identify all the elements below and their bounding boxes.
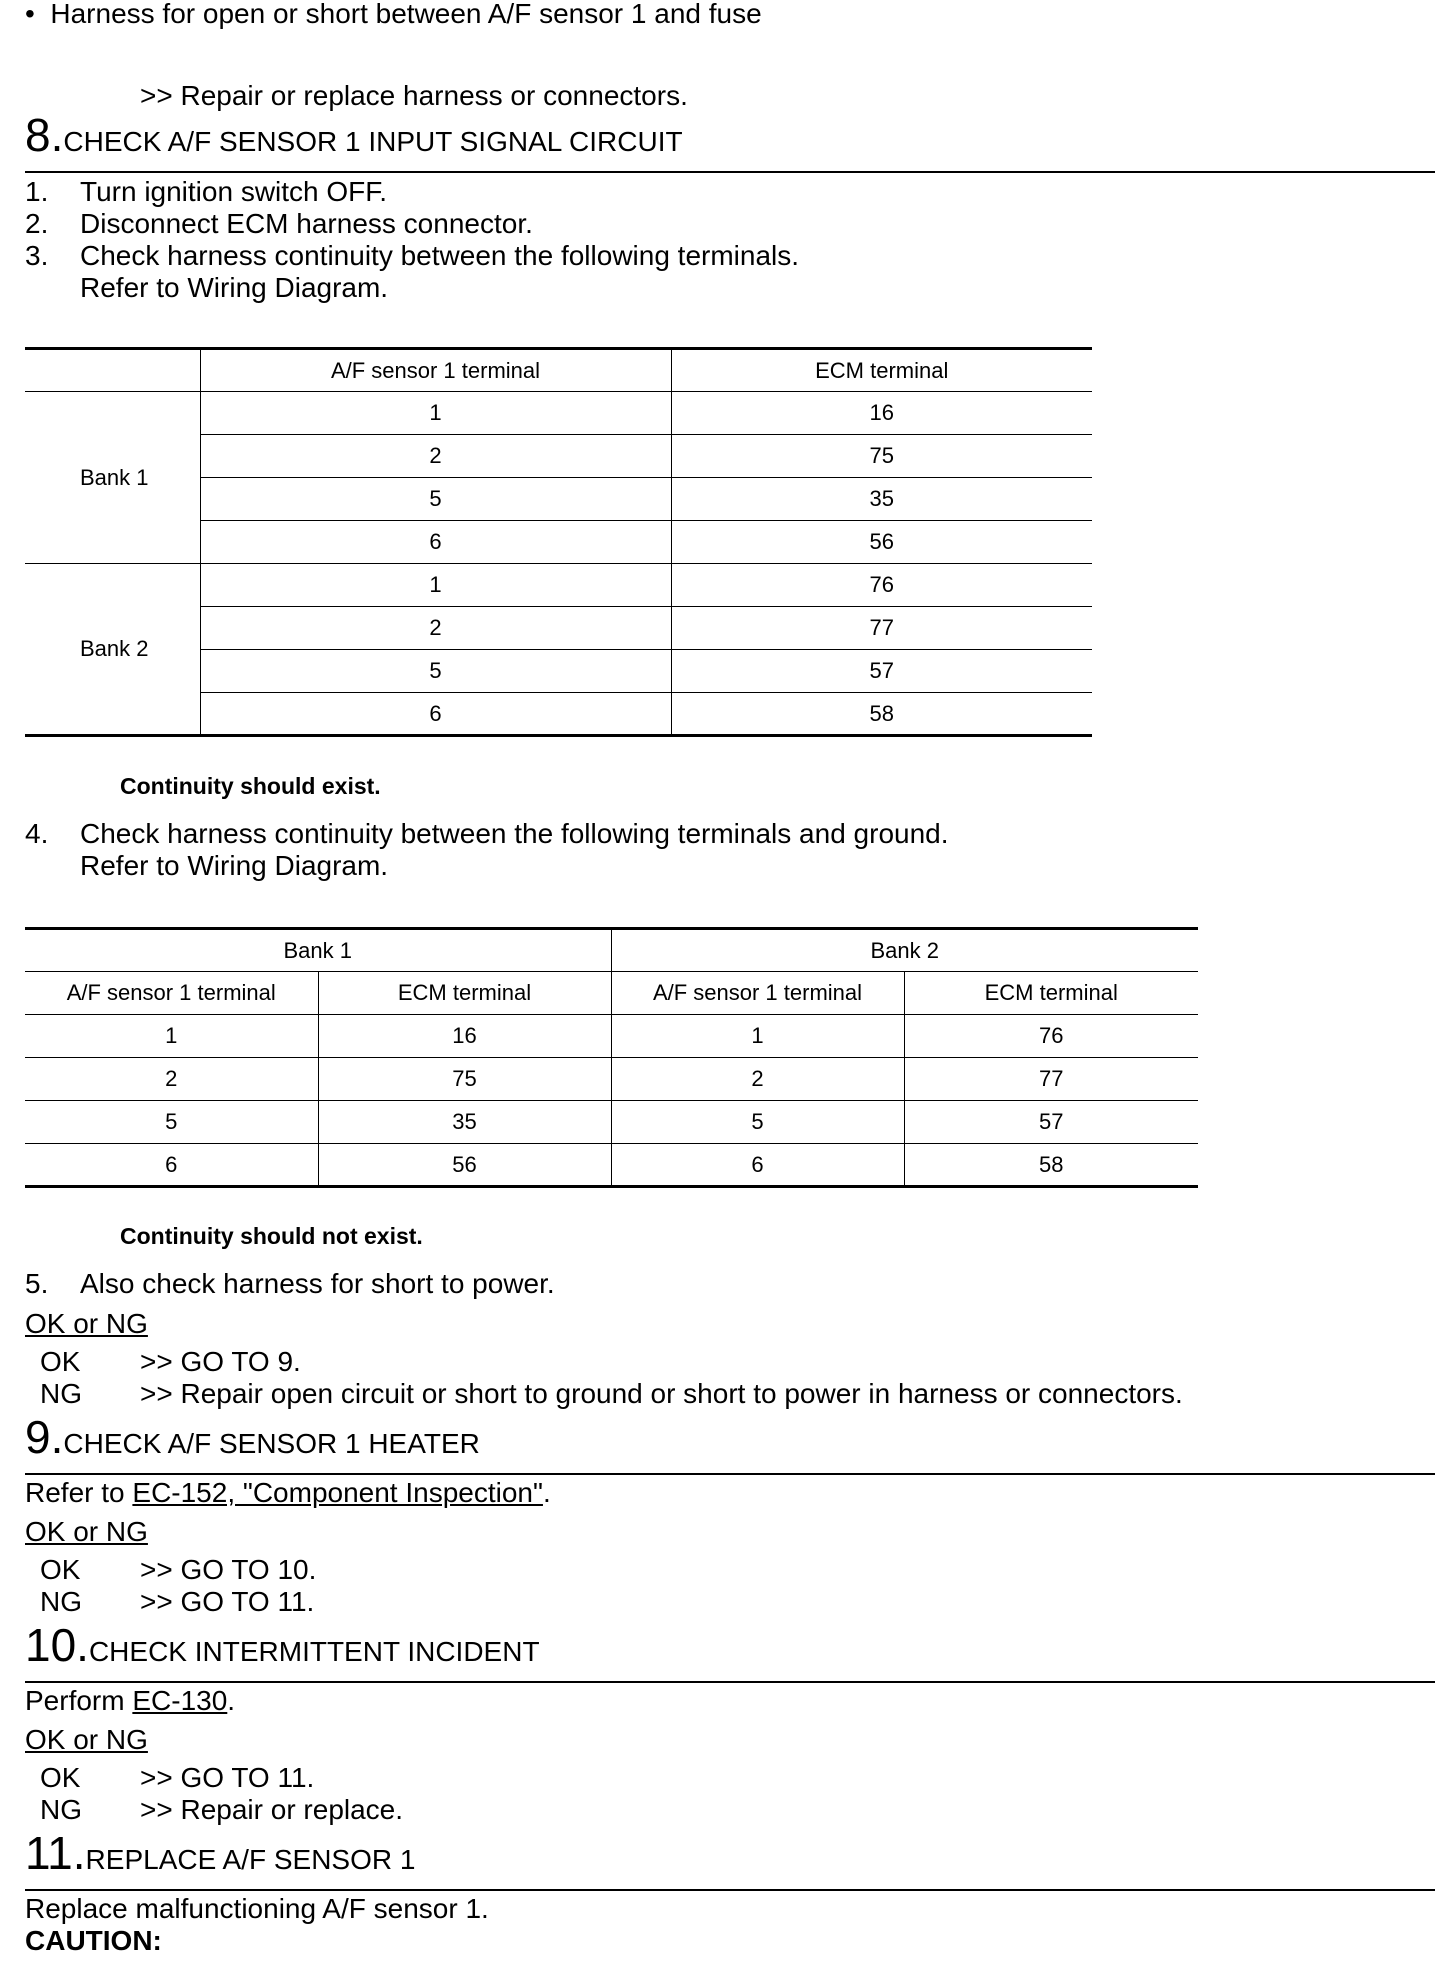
table-row (25, 564, 1092, 607)
table-cell: 1 (25, 1015, 318, 1058)
table-cell: 75 (671, 435, 1092, 478)
ground-continuity-table (25, 927, 1198, 1188)
step-10-rule (25, 1681, 1435, 1683)
table-cell: 1 (200, 392, 671, 435)
ok-or-ng-label: OK or NG (25, 1516, 148, 1547)
bank-label: Bank 1 (25, 392, 200, 564)
table-cell: 35 (671, 478, 1092, 521)
ok-action: >> GO TO 10. (140, 1554, 317, 1585)
table-cell: 77 (671, 607, 1092, 650)
step-8-title: CHECK A/F SENSOR 1 INPUT SIGNAL CIRCUIT (63, 126, 683, 157)
table-row (25, 1015, 1198, 1058)
step-8-item-4 (25, 818, 949, 850)
table-cell: 2 (25, 1058, 318, 1101)
step-10-perform (25, 1685, 235, 1717)
item-number: 1. (25, 176, 49, 207)
table-cell: 16 (318, 1015, 611, 1058)
table-cell: 58 (904, 1144, 1198, 1187)
table-header-row (25, 929, 1198, 972)
step-10-number: 10. (25, 1619, 89, 1671)
bank-header: Bank 2 (611, 929, 1198, 972)
table-header-cell: A/F sensor 1 terminal (25, 972, 318, 1015)
step-11-title: REPLACE A/F SENSOR 1 (85, 1844, 416, 1875)
ng-action: >> Repair or replace. (140, 1794, 404, 1825)
item-text: Disconnect ECM harness connector. (80, 208, 533, 239)
ng-label: NG (40, 1794, 82, 1825)
table-cell: 57 (904, 1101, 1198, 1144)
ng-label: NG (40, 1586, 82, 1617)
item-text: Check harness continuity between the following terminals and ground. (80, 818, 949, 849)
step-10-heading (25, 1619, 540, 1671)
ok-result (40, 1762, 314, 1794)
step-11-heading (25, 1827, 416, 1879)
table-cell: 6 (200, 693, 671, 736)
item-text: Also check harness for short to power. (80, 1268, 555, 1299)
refer-prefix: Refer to (25, 1477, 133, 1508)
step-8-rule (25, 171, 1435, 173)
intro-action: >> Repair or replace harness or connectors. (140, 80, 688, 111)
table-cell: 5 (200, 478, 671, 521)
table-row (25, 1101, 1198, 1144)
ng-label: NG (40, 1378, 82, 1409)
bank-header: Bank 1 (25, 929, 611, 972)
intro-bullet-item (25, 0, 762, 30)
table-cell: 56 (318, 1144, 611, 1187)
table-row (25, 1144, 1198, 1187)
ok-result (40, 1346, 301, 1378)
table-cell: 5 (611, 1101, 904, 1144)
step-8-item-2 (25, 208, 533, 240)
ng-result (40, 1794, 403, 1826)
step-9-number: 9. (25, 1411, 64, 1463)
bank-label: Bank 2 (25, 564, 200, 736)
item-text: Turn ignition switch OFF. (80, 176, 388, 207)
table-cell: 56 (671, 521, 1092, 564)
table-row (25, 392, 1092, 435)
ng-result (40, 1586, 314, 1618)
table-cell: 6 (611, 1144, 904, 1187)
table-cell: 2 (200, 435, 671, 478)
step-8-number: 8. (25, 109, 64, 161)
item-text: Check harness continuity between the following terminals. (80, 240, 800, 271)
table-cell: 58 (671, 693, 1092, 736)
step-9-rule (25, 1473, 1435, 1475)
step-9-heading (25, 1411, 480, 1463)
table-cell: 5 (200, 650, 671, 693)
ok-action: >> GO TO 11. (140, 1762, 315, 1793)
ok-label: OK (40, 1346, 81, 1377)
continuity-note-1: Continuity should exist. (120, 773, 381, 799)
ec-130-link[interactable]: EC-130 (132, 1685, 228, 1716)
step-8-item-3 (25, 240, 799, 272)
refer-suffix: . (542, 1477, 551, 1508)
table-cell: 1 (611, 1015, 904, 1058)
bullet-icon: • (25, 0, 51, 29)
table-header-cell: ECM terminal (904, 972, 1198, 1015)
step-8-item-5 (25, 1268, 555, 1300)
table-header-cell: A/F sensor 1 terminal (200, 349, 671, 392)
table-cell: 5 (25, 1101, 318, 1144)
table-cell: 1 (200, 564, 671, 607)
table-header-row (25, 349, 1092, 392)
refer-wiring-diagram-2: Refer to Wiring Diagram. (80, 850, 389, 881)
table-cell: 76 (671, 564, 1092, 607)
table-cell: 75 (318, 1058, 611, 1101)
intro-bullet-text: Harness for open or short between A/F sensor 1 and fuse (50, 0, 762, 29)
table-cell: 6 (25, 1144, 318, 1187)
continuity-note-2: Continuity should not exist. (120, 1223, 423, 1249)
ok-result (40, 1554, 316, 1586)
table-cell: 35 (318, 1101, 611, 1144)
component-inspection-link[interactable]: EC-152, "Component Inspection" (132, 1477, 543, 1508)
refer-wiring-diagram-1: Refer to Wiring Diagram. (80, 272, 389, 303)
ng-action: >> GO TO 11. (140, 1586, 315, 1617)
continuity-table-1 (25, 347, 1092, 737)
table-subheader-row (25, 972, 1198, 1015)
item-number: 4. (25, 818, 49, 849)
table-cell: 16 (671, 392, 1092, 435)
ng-result (40, 1378, 1183, 1410)
table-cell: 2 (200, 607, 671, 650)
table-header-cell: ECM terminal (671, 349, 1092, 392)
table-cell: 57 (671, 650, 1092, 693)
item-number: 2. (25, 208, 49, 239)
step-8-item-1 (25, 176, 387, 208)
table-cell: 77 (904, 1058, 1198, 1101)
ok-label: OK (40, 1762, 81, 1793)
step-10-title: CHECK INTERMITTENT INCIDENT (88, 1636, 540, 1667)
table-cell: 6 (200, 521, 671, 564)
ok-action: >> GO TO 9. (140, 1346, 301, 1377)
ng-action: >> Repair open circuit or short to ground or short to power in harness or connectors. (140, 1378, 1183, 1409)
step-8-heading (25, 109, 683, 161)
item-number: 5. (25, 1268, 49, 1299)
item-number: 3. (25, 240, 49, 271)
table-cell: 76 (904, 1015, 1198, 1058)
table-row (25, 1058, 1198, 1101)
ok-or-ng-label: OK or NG (25, 1724, 148, 1755)
ok-or-ng-label: OK or NG (25, 1308, 148, 1339)
step-11-rule (25, 1889, 1435, 1891)
table-header-cell: ECM terminal (318, 972, 611, 1015)
step-9-refer (25, 1477, 551, 1509)
step-11-text: Replace malfunctioning A/F sensor 1. (25, 1893, 489, 1924)
perform-suffix: . (227, 1685, 236, 1716)
table-header-cell: A/F sensor 1 terminal (611, 972, 904, 1015)
table-header-cell (25, 349, 200, 392)
ok-label: OK (40, 1554, 81, 1585)
table-cell: 2 (611, 1058, 904, 1101)
perform-prefix: Perform (25, 1685, 133, 1716)
step-11-number: 11. (25, 1827, 86, 1879)
step-9-title: CHECK A/F SENSOR 1 HEATER (63, 1428, 480, 1459)
caution-label: CAUTION: (25, 1925, 162, 1956)
